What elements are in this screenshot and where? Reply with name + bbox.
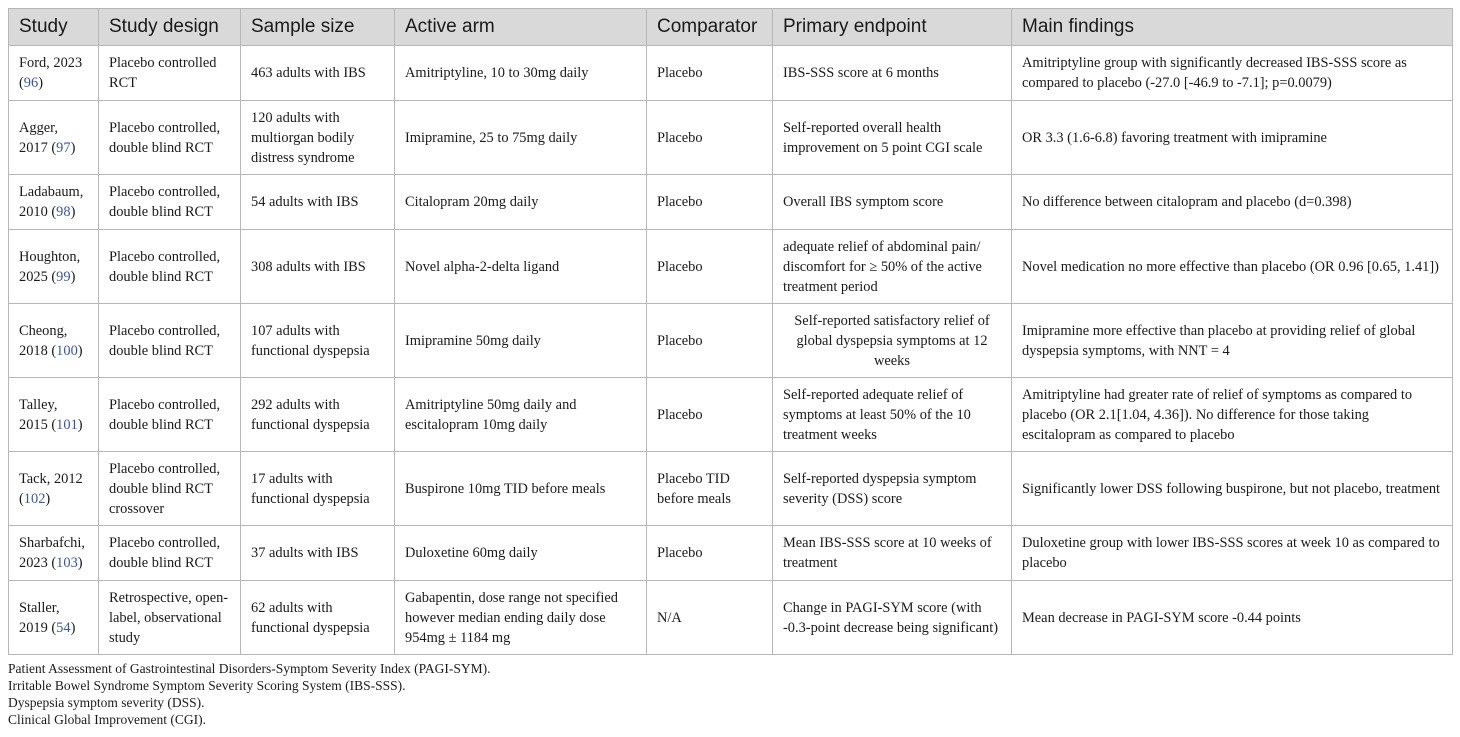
study-cell: Staller, 2019 (54) — [9, 581, 99, 655]
sample-size-cell: 17 adults with functional dyspepsia — [241, 452, 395, 526]
comparator-cell: Placebo — [647, 304, 773, 378]
footnote: Clinical Global Improvement (CGI). — [8, 712, 206, 727]
primary-endpoint-cell: IBS-SSS score at 6 months — [773, 46, 1012, 101]
main-findings-cell: Significantly lower DSS following buspirone, but not placebo, treatment — [1012, 452, 1453, 526]
sample-size-cell: 308 adults with IBS — [241, 230, 395, 304]
comparator-cell: Placebo — [647, 230, 773, 304]
column-header: Main findings — [1012, 9, 1453, 46]
sample-size-cell: 463 adults with IBS — [241, 46, 395, 101]
table-row — [9, 526, 1453, 581]
main-findings-cell: Amitriptyline had greater rate of relief of symptoms as compared to placebo (OR 2.1[1.04, 4.36]). No difference for those taking escitalopram as compared to placebo — [1012, 378, 1453, 452]
active-arm-cell: Gabapentin, dose range not specified however median ending daily dose 954mg ± 1184 mg — [395, 581, 647, 655]
main-findings-cell: Mean decrease in PAGI-SYM score -0.44 points — [1012, 581, 1453, 655]
footnote: Patient Assessment of Gastrointestinal Disorders-Symptom Severity Index (PAGI-SYM). — [8, 661, 491, 676]
study-design-cell: Placebo controlled, double blind RCT — [99, 101, 241, 175]
primary-endpoint-cell: Self-reported dyspepsia symptom severity (DSS) score — [773, 452, 1012, 526]
table-body — [9, 46, 1453, 655]
study-name: Cheong, 2018 — [19, 322, 68, 359]
reference-link[interactable]: 97 — [56, 139, 71, 156]
table-row — [9, 452, 1453, 526]
study-design-cell: Placebo controlled, double blind RCT — [99, 175, 241, 230]
active-arm-cell: Imipramine, 25 to 75mg daily — [395, 101, 647, 175]
study-design-cell: Placebo controlled, double blind RCT — [99, 304, 241, 378]
reference-link[interactable]: 102 — [23, 490, 46, 507]
active-arm-cell: Amitriptyline, 10 to 30mg daily — [395, 46, 647, 101]
column-header: Study — [9, 9, 99, 46]
table-header — [9, 9, 1453, 46]
study-design-cell: Placebo controlled, double blind RCT — [99, 230, 241, 304]
study-name: Ford, 2023 — [19, 55, 83, 71]
column-header: Active arm — [395, 9, 647, 46]
table-row — [9, 581, 1453, 655]
main-findings-cell: OR 3.3 (1.6-6.8) favoring treatment with imipramine — [1012, 101, 1453, 175]
study-name: Houghton, 2025 — [19, 248, 81, 285]
comparator-cell: Placebo TID before meals — [647, 452, 773, 526]
study-name: Tack, 2012 — [19, 470, 83, 487]
study-cell: Talley, 2015 (101) — [9, 378, 99, 452]
study-name: Sharbafchi, 2023 — [19, 535, 85, 571]
active-arm-cell: Amitriptyline 50mg daily and escitalopram 10mg daily — [395, 378, 647, 452]
studies-table — [8, 8, 1453, 655]
column-header: Study design — [99, 9, 241, 46]
comparator-cell: Placebo — [647, 526, 773, 581]
sample-size-cell: 107 adults with functional dyspepsia — [241, 304, 395, 378]
active-arm-cell: Duloxetine 60mg daily — [395, 526, 647, 581]
study-cell: Houghton, 2025 (99) — [9, 230, 99, 304]
comparator-cell: Placebo — [647, 101, 773, 175]
main-findings-cell: Imipramine more effective than placebo at providing relief of global dyspepsia symptoms, with NNT = 4 — [1012, 304, 1453, 378]
reference-link[interactable]: 54 — [56, 619, 71, 636]
reference-link[interactable]: 96 — [23, 75, 39, 91]
column-header: Comparator — [647, 9, 773, 46]
comparator-cell: Placebo — [647, 46, 773, 101]
primary-endpoint-cell: Overall IBS symptom score — [773, 175, 1012, 230]
sample-size-cell: 62 adults with functional dyspepsia — [241, 581, 395, 655]
study-cell: Cheong, 2018 (100) — [9, 304, 99, 378]
sample-size-cell: 292 adults with functional dyspepsia — [241, 378, 395, 452]
active-arm-cell: Imipramine 50mg daily — [395, 304, 647, 378]
sample-size-cell: 120 adults with multiorgan bodily distress syndrome — [241, 101, 395, 175]
main-findings-cell: Amitriptyline group with significantly decreased IBS-SSS score as compared to placebo (-27.0 [-46.9 to -7.1]; p=0.0079) — [1012, 46, 1453, 101]
reference-link[interactable]: 98 — [56, 204, 71, 220]
main-findings-cell: No difference between citalopram and placebo (d=0.398) — [1012, 175, 1453, 230]
study-cell: Agger, 2017 (97) — [9, 101, 99, 175]
study-design-cell: Retrospective, open-label, observational study — [99, 581, 241, 655]
study-name: Ladabaum, 2010 — [19, 184, 84, 220]
primary-endpoint-cell: Mean IBS-SSS score at 10 weeks of treatment — [773, 526, 1012, 581]
study-design-cell: Placebo controlled, double blind RCT — [99, 378, 241, 452]
primary-endpoint-cell: Self-reported satisfactory relief of global dyspepsia symptoms at 12 weeks — [773, 304, 1012, 378]
study-cell: Ford, 2023 (96) — [9, 46, 99, 101]
table-row — [9, 304, 1453, 378]
sample-size-cell: 54 adults with IBS — [241, 175, 395, 230]
study-name: Staller, 2019 — [19, 599, 60, 636]
study-design-cell: Placebo controlled RCT — [99, 46, 241, 101]
table-row — [9, 378, 1453, 452]
comparator-cell: Placebo — [647, 175, 773, 230]
table-row — [9, 46, 1453, 101]
footnotes — [8, 660, 490, 728]
active-arm-cell: Novel alpha-2-delta ligand — [395, 230, 647, 304]
reference-link[interactable]: 100 — [56, 342, 78, 359]
column-header: Primary endpoint — [773, 9, 1012, 46]
study-cell: Ladabaum, 2010 (98) — [9, 175, 99, 230]
main-findings-cell: Duloxetine group with lower IBS-SSS scores at week 10 as compared to placebo — [1012, 526, 1453, 581]
active-arm-cell: Buspirone 10mg TID before meals — [395, 452, 647, 526]
study-name: Talley, 2015 — [19, 396, 58, 433]
active-arm-cell: Citalopram 20mg daily — [395, 175, 647, 230]
reference-link[interactable]: 99 — [56, 268, 71, 285]
study-cell: Tack, 2012 (102) — [9, 452, 99, 526]
table-row — [9, 101, 1453, 175]
table-row — [9, 230, 1453, 304]
study-design-cell: Placebo controlled, double blind RCT crossover — [99, 452, 241, 526]
column-header: Sample size — [241, 9, 395, 46]
table-row — [9, 175, 1453, 230]
comparator-cell: Placebo — [647, 378, 773, 452]
primary-endpoint-cell: Change in PAGI-SYM score (with -0.3-point decrease being significant) — [773, 581, 1012, 655]
footnote: Irritable Bowel Syndrome Symptom Severity Scoring System (IBS-SSS). — [8, 678, 406, 693]
header-row — [9, 9, 1453, 46]
study-design-cell: Placebo controlled, double blind RCT — [99, 526, 241, 581]
sample-size-cell: 37 adults with IBS — [241, 526, 395, 581]
reference-link[interactable]: 103 — [56, 555, 78, 571]
reference-link[interactable]: 101 — [56, 416, 78, 433]
primary-endpoint-cell: adequate relief of abdominal pain/ discomfort for ≥ 50% of the active treatment period — [773, 230, 1012, 304]
main-findings-cell: Novel medication no more effective than placebo (OR 0.96 [0.65, 1.41]) — [1012, 230, 1453, 304]
primary-endpoint-cell: Self-reported overall health improvement on 5 point CGI scale — [773, 101, 1012, 175]
table-container — [8, 8, 1452, 655]
comparator-cell: N/A — [647, 581, 773, 655]
study-cell: Sharbafchi, 2023 (103) — [9, 526, 99, 581]
footnote: Dyspepsia symptom severity (DSS). — [8, 695, 205, 710]
study-name: Agger, 2017 — [19, 119, 58, 156]
primary-endpoint-cell: Self-reported adequate relief of symptoms at least 50% of the 10 treatment weeks — [773, 378, 1012, 452]
